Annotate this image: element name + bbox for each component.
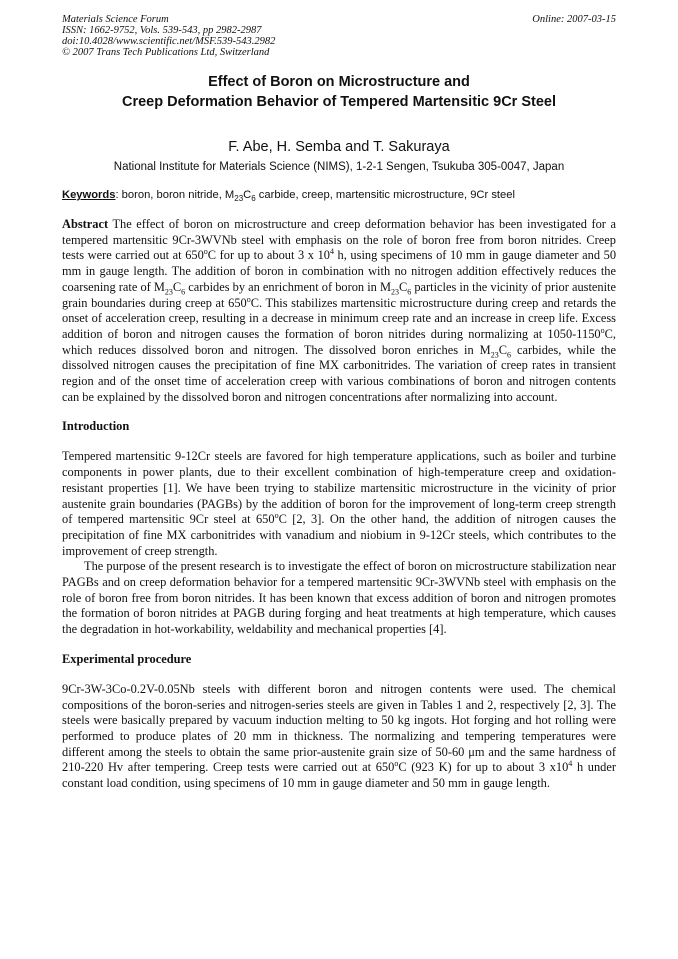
abstract-text: carbides, while the dissolved nitrogen causes the precipitation of fine MX carbonitrides. The variation of creep rates in transient region and of the onset time of acceleration creep with various combinations of boron and nitrogen contents can be explained by the dissolved boron and nitrogen concentrations after normalizing into account. bbox=[62, 342, 616, 404]
online-date: Online: 2007-03-15 bbox=[532, 14, 616, 25]
superscript: 4 bbox=[329, 247, 334, 257]
abstract-text: C, which reduces dissolved boron and nitrogen. The dissolved boron enriches in M bbox=[62, 326, 616, 357]
superscript: 4 bbox=[568, 759, 573, 769]
authors: F. Abe, H. Semba and T. Sakuraya bbox=[228, 139, 450, 155]
introduction-heading: Introduction bbox=[62, 419, 130, 434]
subscript: 6 bbox=[407, 287, 412, 297]
body-text: Tempered martensitic 9-12Cr steels are favored for high temperature applications, such as boiler and turbine components in power plants, due to their excellent combination of high-temperature creep and oxidation-resistant properties [1]. We have been trying to stabilize martensitic microstructure in the vicinity of prior austenite grain boundaries (PAGBs) by the addition of boron for the improvement of long-term creep strength of tempered martensitic 9Cr steel at 650 bbox=[62, 449, 616, 527]
abstract-text: C. This stabilizes martensitic microstructure during creep and retards the onset of acceleration creep, resulting in a decrease in minimum creep rate and an increase in creep life. Excess addition of boron and nitrogen causes the formation of boron nitrides during normalizing at 1050-1150 bbox=[62, 295, 616, 341]
abstract-text: The effect of boron on microstructure and creep deformation behavior has been investigated for a tempered martensitic 9Cr-3WVNb steel with emphasis on the role of boron free from boron nitrides. Creep tests were carried out at 650 bbox=[62, 217, 616, 263]
subscript: 23 bbox=[390, 287, 399, 297]
abstract-text: C for up to about 3 x 10 bbox=[207, 248, 330, 263]
experimental-paragraph bbox=[62, 682, 616, 792]
abstract-text: h, using specimens of 10 mm in gauge diameter and 50 mm in gauge length. The addition of boron in combination with no nitrogen addition effectively reduces the coarsening rate of M bbox=[62, 248, 617, 294]
abstract bbox=[62, 217, 616, 405]
keywords-text: : boron, boron nitride, M bbox=[115, 189, 235, 201]
superscript: o bbox=[274, 511, 279, 521]
title-line-1: Effect of Boron on Microstructure and bbox=[208, 74, 470, 90]
doi-line: doi:10.4028/www.scientific.net/MSF.539-543.2982 bbox=[62, 36, 276, 47]
superscript: o bbox=[600, 325, 605, 335]
introduction-paragraph-1 bbox=[62, 449, 616, 559]
copyright-line: © 2007 Trans Tech Publications Ltd, Switzerland bbox=[62, 47, 270, 58]
abstract-text: C bbox=[172, 279, 182, 294]
abstract-text: C bbox=[498, 342, 507, 357]
abstract-text: particles in the vicinity of prior austenite grain boundaries during creep at 650 bbox=[62, 279, 617, 310]
introduction-paragraph-2: The purpose of the present research is to investigate the effect of boron on microstructure stabilization near PAGBs and on creep deformation behavior for a tempered martensitic 9Cr-3WVNb steel with emphasis on the role of boron free from boron nitrides. It has been known that excess addition of boron and nitrogen promotes the formation of boron nitrides at PAGB during forging and heat treatments at high temperature, which causes the degradation in hot-workability, weldability and mechanical properties [4]. bbox=[62, 559, 616, 637]
abstract-text: carbides by an enrichment of boron in M bbox=[185, 279, 391, 294]
subscript: 23 bbox=[234, 194, 244, 204]
affiliation: National Institute for Materials Science (NIMS), 1-2-1 Sengen, Tsukuba 305-0047, Japan bbox=[113, 161, 565, 173]
body-text: C [2, 3]. On the other hand, the addition of nitrogen causes the precipitation of fine MX carbonitrides with vanadium and niobium in 9-12Cr steels, which contributes to the improvement of creep strength. bbox=[62, 512, 616, 558]
title-line-2: Creep Deformation Behavior of Tempered Martensitic 9Cr Steel bbox=[121, 94, 557, 110]
superscript: o bbox=[203, 247, 208, 257]
abstract-label: Abstract bbox=[62, 217, 109, 231]
paper-title bbox=[62, 72, 616, 112]
subscript: 23 bbox=[490, 350, 499, 360]
body-text: C (923 K) for up to about 3 x10 bbox=[398, 760, 569, 775]
keywords-text: carbide, creep, martensitic microstructure, 9Cr steel bbox=[255, 189, 515, 201]
body-text: h under constant load condition, using specimens of 10 mm in gauge diameter and 50 mm in gauge length. bbox=[62, 760, 616, 791]
subscript: 6 bbox=[181, 287, 186, 297]
keywords-label: Keywords bbox=[62, 189, 116, 201]
superscript: o bbox=[394, 759, 399, 769]
subscript: 23 bbox=[164, 287, 173, 297]
subscript: 6 bbox=[506, 350, 511, 360]
body-text: 9Cr-3W-3Co-0.2V-0.05Nb steels with different boron and nitrogen contents were used. The chemical compositions of the boron-series and nitrogen-series steels are given in Tables 1 and 2, respectively [2, 3]. The steels were basically prepared by vacuum induction melting to 50 kg ingots. Hot forging and hot rolling were performed to produce plates of 20 mm in thickness. The normalizing and tempering temperatures were different among the steels to obtain the same prior-austenite grain size of 50-60 μm and the same hardness of 210-220 Hv after tempering. Creep tests were carried out at 650 bbox=[62, 681, 616, 775]
abstract-text: C bbox=[398, 279, 408, 294]
keywords-text: C bbox=[243, 189, 252, 201]
subscript: 6 bbox=[251, 194, 256, 204]
experimental-heading: Experimental procedure bbox=[62, 651, 192, 666]
journal-name: Materials Science Forum bbox=[62, 14, 169, 25]
superscript: o bbox=[246, 294, 251, 304]
publication-header bbox=[62, 14, 616, 58]
keywords bbox=[62, 187, 616, 203]
issn-line: ISSN: 1662-9752, Vols. 539-543, pp 2982-2987 bbox=[62, 25, 262, 36]
